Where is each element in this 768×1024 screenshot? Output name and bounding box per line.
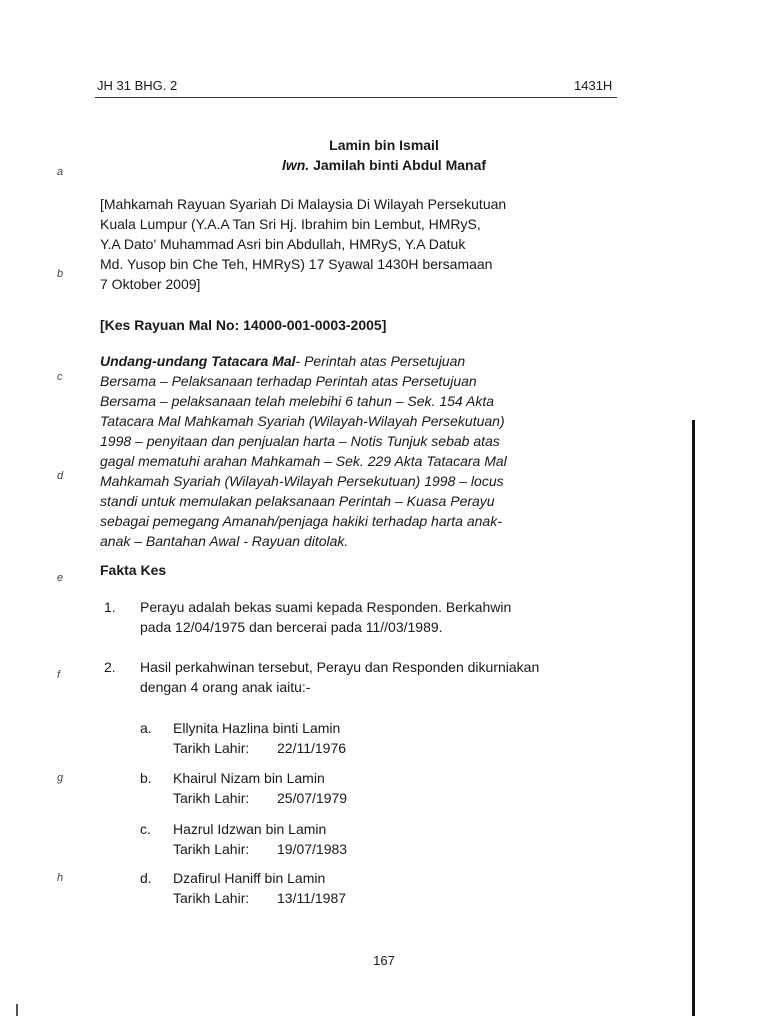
- case-title-appellant: Lamin bin Ismail: [329, 137, 439, 153]
- child-letter: d.: [140, 870, 152, 886]
- child-entry: [173, 868, 346, 908]
- margin-letter-d: d: [57, 470, 64, 482]
- child-dob: Tarikh Lahir: 25/07/1979: [173, 790, 348, 806]
- page-number: 167: [373, 953, 395, 968]
- running-header-left: JH 31 BHG. 2: [97, 78, 178, 93]
- child-dob: Tarikh Lahir: 13/11/1987: [173, 890, 347, 906]
- child-dob: Tarikh Lahir: 22/11/1976: [173, 740, 347, 756]
- appeal-number: [Kes Rayuan Mal No: 14000-001-0003-2005]: [100, 317, 387, 333]
- headnote-line: Tatacara Mal Mahkamah Syariah (Wilayah-Wilayah Persekutuan): [100, 413, 505, 429]
- court-citation: [100, 194, 620, 294]
- scan-edge-line: [692, 420, 695, 1016]
- child-name: Khairul Nizam bin Lamin: [173, 770, 325, 786]
- court-line: Y.A Dato' Muhammad Asri bin Abdullah, HMRyS, Y.A Datuk: [100, 236, 466, 252]
- margin-letter-h: h: [57, 872, 64, 884]
- child-letter: c.: [140, 821, 151, 837]
- child-entry: [173, 819, 347, 859]
- running-header-right: 1431H: [574, 78, 613, 93]
- child-name: Ellynita Hazlina binti Lamin: [173, 720, 341, 736]
- margin-letter-e: e: [57, 572, 64, 584]
- margin-letter-b: b: [57, 268, 64, 280]
- child-dob: Tarikh Lahir: 19/07/1983: [173, 841, 348, 857]
- facts-heading: Fakta Kes: [100, 562, 167, 578]
- headnote-line: gagal mematuhi arahan Mahkamah – Sek. 229 Akta Tatacara Mal: [100, 453, 507, 469]
- headnote-line: 1998 – penyitaan dan penjualan harta – Notis Tunjuk sebab atas: [100, 433, 500, 449]
- child-name: Hazrul Idzwan bin Lamin: [173, 821, 327, 837]
- fact-number: 1.: [104, 599, 116, 615]
- headnote-line: anak – Bantahan Awal - Rayuan ditolak.: [100, 533, 349, 549]
- margin-letter-g: g: [57, 772, 64, 784]
- headnote-line: Undang-undang Tatacara Mal- Perintah atas Persetujuan: [100, 353, 466, 369]
- margin-letter-c: c: [57, 371, 63, 383]
- case-title-respondent-line: [0, 157, 768, 173]
- court-line: Md. Yusop bin Che Teh, HMRyS) 17 Syawal 1430H bersamaan: [100, 256, 493, 272]
- margin-letter-a: a: [57, 166, 64, 178]
- headnote-line: Bersama – pelaksanaan telah melebihi 6 tahun – Sek. 154 Akta: [100, 393, 495, 409]
- headnote-line: Mahkamah Syariah (Wilayah-Wilayah Persekutuan) 1998 – locus: [100, 473, 504, 489]
- child-letter: a.: [140, 720, 152, 736]
- case-title-respondent: Jamilah binti Abdul Manaf: [313, 157, 487, 173]
- headnote-lead: Undang-undang Tatacara Mal: [100, 353, 296, 369]
- child-name: Dzafirul Haniff bin Lamin: [173, 870, 326, 886]
- child-entry: [173, 768, 347, 808]
- headnote-line: sebagai pemegang Amanah/penjaga hakiki terhadap harta anak-: [100, 513, 502, 529]
- headnote-line: Bersama – Pelaksanaan terhadap Perintah atas Persetujuan: [100, 373, 477, 389]
- versus-abbrev: lwn.: [281, 157, 310, 173]
- court-line: 7 Oktober 2009]: [100, 276, 201, 292]
- court-line: Kuala Lumpur (Y.A.A Tan Sri Hj. Ibrahim bin Lembut, HMRyS,: [100, 216, 481, 232]
- child-entry: [173, 718, 346, 758]
- header-rule: [95, 97, 617, 98]
- court-line: [Mahkamah Rayuan Syariah Di Malaysia Di Wilayah Persekutuan: [100, 196, 507, 212]
- fact-text: Perayu adalah bekas suami kepada Responden. Berkahwin pada 12/04/1975 dan bercerai pada 11//03/1989.: [140, 599, 512, 635]
- fact-number: 2.: [104, 659, 116, 675]
- headnote: [100, 351, 620, 551]
- fact-text: Hasil perkahwinan tersebut, Perayu dan Responden dikurniakan dengan 4 orang anak iaitu:-: [140, 659, 540, 695]
- scan-edge-mark: [16, 1004, 18, 1016]
- margin-letter-f: f: [57, 669, 61, 681]
- child-letter: b.: [140, 770, 152, 786]
- headnote-line: standi untuk memulakan pelaksanaan Perintah – Kuasa Perayu: [100, 493, 495, 509]
